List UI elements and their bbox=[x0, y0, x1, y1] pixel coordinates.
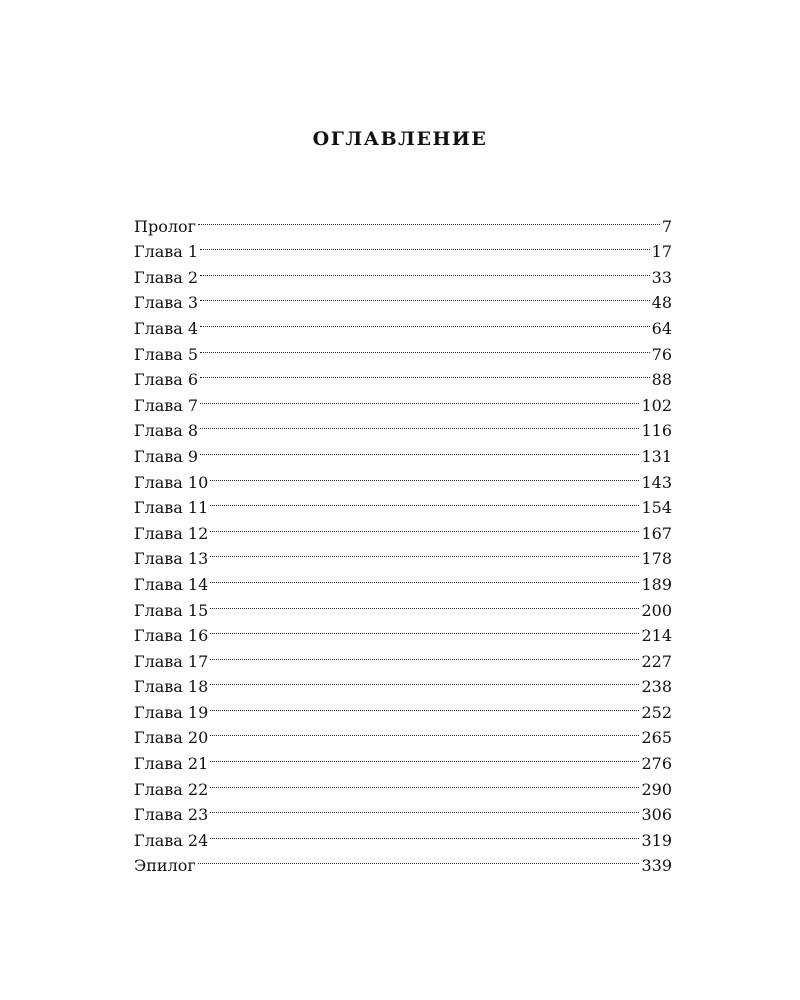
dot-leader bbox=[210, 616, 639, 642]
dot-leader bbox=[210, 462, 639, 488]
toc-entry[interactable] bbox=[134, 308, 672, 338]
toc-entry[interactable] bbox=[134, 283, 672, 313]
toc-entry-label: Глава 14 bbox=[134, 574, 209, 594]
toc-entry-label: Глава 18 bbox=[134, 677, 209, 697]
toc-entry-page-number: 17 bbox=[651, 242, 672, 262]
dot-leader bbox=[210, 692, 639, 718]
toc-entry[interactable] bbox=[134, 232, 672, 262]
toc-entry-label: Глава 16 bbox=[134, 626, 209, 646]
dot-leader bbox=[210, 590, 639, 616]
toc-entry-page-number: 167 bbox=[641, 523, 672, 543]
dot-leader bbox=[200, 411, 639, 437]
toc-entry[interactable] bbox=[134, 513, 672, 543]
toc-entry[interactable] bbox=[134, 641, 672, 671]
toc-entry[interactable] bbox=[134, 411, 672, 441]
toc-entry-label: Пролог bbox=[134, 216, 197, 236]
toc-entry[interactable] bbox=[134, 718, 672, 748]
toc-entry-page-number: 48 bbox=[651, 293, 672, 313]
toc-entry-page-number: 200 bbox=[641, 600, 672, 620]
toc-entry-page-number: 339 bbox=[641, 856, 672, 876]
toc-entry[interactable] bbox=[134, 488, 672, 518]
dot-leader bbox=[200, 257, 650, 283]
toc-entry[interactable] bbox=[134, 257, 672, 287]
toc-entry-page-number: 33 bbox=[651, 267, 672, 287]
page-title: ОГЛАВЛЕНИЕ bbox=[312, 128, 488, 150]
toc-entry[interactable] bbox=[134, 436, 672, 466]
dot-leader bbox=[198, 206, 660, 232]
toc-entry-label: Глава 19 bbox=[134, 702, 209, 722]
toc-entry-page-number: 178 bbox=[641, 549, 672, 569]
toc-entry-label: Глава 9 bbox=[134, 446, 199, 466]
dot-leader bbox=[200, 232, 650, 258]
toc-entry-page-number: 88 bbox=[651, 370, 672, 390]
toc-entry[interactable] bbox=[134, 564, 672, 594]
toc-entry-label: Глава 11 bbox=[134, 498, 209, 518]
toc-entry-label: Глава 4 bbox=[134, 318, 199, 338]
toc-entry-page-number: 116 bbox=[641, 421, 672, 441]
dot-leader bbox=[210, 641, 639, 667]
toc-entry-label: Эпилог bbox=[134, 856, 196, 876]
toc-entry-page-number: 319 bbox=[641, 830, 672, 850]
dot-leader bbox=[210, 513, 639, 539]
toc-entry-page-number: 102 bbox=[641, 395, 672, 415]
toc-entry-label: Глава 12 bbox=[134, 523, 209, 543]
toc-entry[interactable] bbox=[134, 590, 672, 620]
toc-entry-page-number: 214 bbox=[641, 626, 672, 646]
dot-leader bbox=[210, 564, 639, 590]
dot-leader bbox=[200, 436, 639, 462]
toc-entry-page-number: 154 bbox=[641, 498, 672, 518]
toc-entry-page-number: 76 bbox=[651, 344, 672, 364]
dot-leader bbox=[210, 769, 639, 795]
toc-entry[interactable] bbox=[134, 769, 672, 799]
toc-entry-page-number: 265 bbox=[641, 728, 672, 748]
toc-entry-page-number: 7 bbox=[661, 216, 672, 236]
toc-entry-label: Глава 17 bbox=[134, 651, 209, 671]
dot-leader bbox=[210, 718, 639, 744]
dot-leader bbox=[198, 846, 640, 872]
toc-entry[interactable] bbox=[134, 616, 672, 646]
toc-entry-label: Глава 8 bbox=[134, 421, 199, 441]
toc-entry-page-number: 252 bbox=[641, 702, 672, 722]
toc-entry-label: Глава 24 bbox=[134, 830, 209, 850]
toc-entry-page-number: 290 bbox=[641, 779, 672, 799]
toc-entry[interactable] bbox=[134, 539, 672, 569]
toc-entry[interactable] bbox=[134, 743, 672, 774]
dot-leader bbox=[210, 539, 639, 565]
toc-entry[interactable] bbox=[134, 667, 672, 697]
toc-entry[interactable] bbox=[134, 462, 672, 492]
toc-entry-page-number: 143 bbox=[641, 472, 672, 492]
toc-entry-label: Глава 3 bbox=[134, 293, 199, 313]
toc-entry-label: Глава 13 bbox=[134, 549, 209, 569]
toc-entry[interactable] bbox=[134, 795, 672, 825]
toc-entry[interactable] bbox=[134, 360, 672, 390]
toc-list bbox=[134, 206, 672, 876]
toc-entry-page-number: 189 bbox=[641, 574, 672, 594]
dot-leader bbox=[200, 334, 650, 360]
toc-entry-page-number: 238 bbox=[641, 677, 672, 697]
toc-entry[interactable] bbox=[134, 206, 672, 236]
toc-entry-label: Глава 23 bbox=[134, 805, 209, 825]
toc-entry-label: Глава 1 bbox=[134, 242, 199, 262]
dot-leader bbox=[210, 743, 639, 769]
toc-entry[interactable] bbox=[134, 692, 672, 722]
toc-entry-label: Глава 22 bbox=[134, 779, 209, 799]
toc-entry-page-number: 131 bbox=[641, 446, 672, 466]
toc-entry-label: Глава 15 bbox=[134, 600, 209, 620]
toc-entry-label: Глава 5 bbox=[134, 344, 199, 364]
toc-entry[interactable] bbox=[134, 385, 672, 415]
dot-leader bbox=[200, 283, 650, 309]
dot-leader bbox=[210, 820, 639, 846]
toc-entry-label: Глава 21 bbox=[134, 754, 209, 774]
toc-entry[interactable] bbox=[134, 820, 672, 850]
dot-leader bbox=[200, 360, 650, 386]
dot-leader bbox=[210, 795, 639, 821]
dot-leader bbox=[210, 667, 639, 693]
toc-entry-label: Глава 2 bbox=[134, 267, 199, 287]
toc-entry-label: Глава 20 bbox=[134, 728, 209, 748]
toc-entry-page-number: 227 bbox=[641, 651, 672, 671]
toc-entry[interactable] bbox=[134, 334, 672, 364]
toc-entry-page-number: 306 bbox=[641, 805, 672, 825]
toc-entry-page-number: 276 bbox=[641, 754, 672, 774]
toc-entry-label: Глава 6 bbox=[134, 370, 199, 390]
toc-entry-label: Глава 10 bbox=[134, 472, 209, 492]
dot-leader bbox=[200, 385, 639, 411]
toc-entry-label: Глава 7 bbox=[134, 395, 199, 415]
dot-leader bbox=[200, 308, 650, 334]
toc-entry-page-number: 64 bbox=[651, 318, 672, 338]
toc-entry[interactable] bbox=[134, 846, 672, 876]
dot-leader bbox=[210, 488, 639, 514]
